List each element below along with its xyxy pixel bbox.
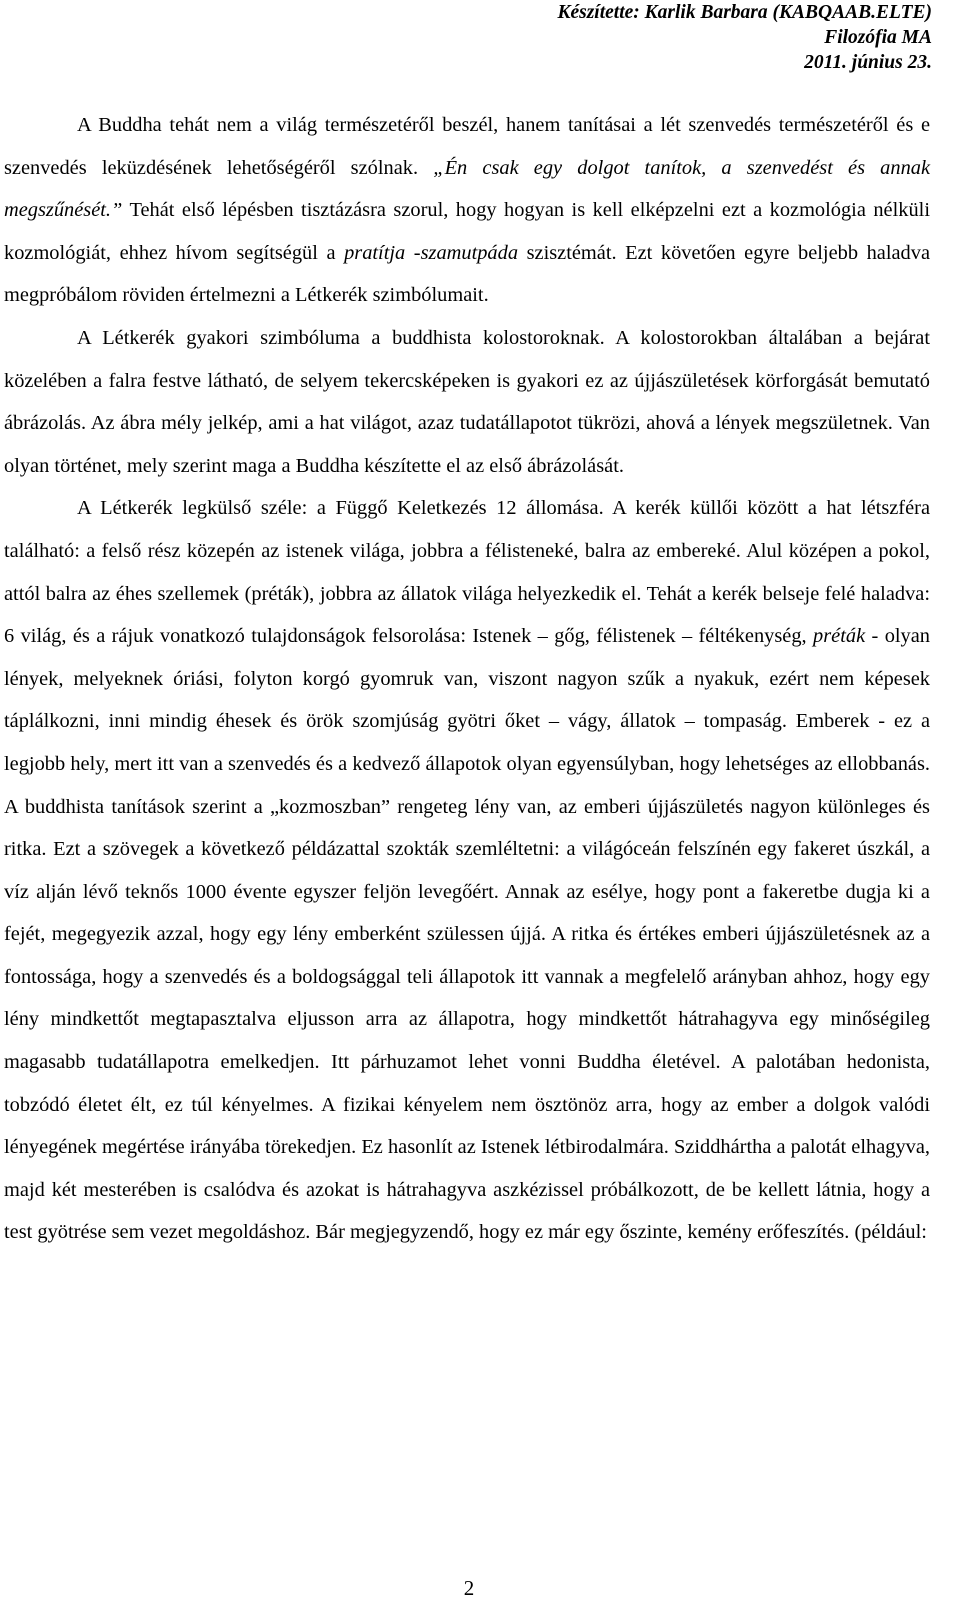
text-segment: - olyan lények, melyeknek óriási, folyton korgó gyomruk van, viszont nagyon szűk a nyakuk, ezért nem képesek táplálkozni, inni mindig éhesek és örök szomjúság gyötri őket – vágy, állatok – tompaság. Emberek - ez a legjobb hely, mert itt van a szenvedés és a kedvező állapotok olyan egyensúlyban, hogy lehetséges az ellobbanás. A buddhista tanítások szerint a „kozmoszban” rengeteg lény van, az emberi újjászületés nagyon különleges és ritka. Ezt a szövegek a következő példázattal szokták szemléltetni: a világóceán felszínén egy fakeret úszkál, a víz alján lévő teknős 1000 évente egyszer feljön levegőért. Annak az esélye, hogy pont a fakeretbe dugja ki a fejét, megegyezik azzal, hogy egy lény emberként szülessen újjá. A ritka és értékes emberi újjászületésnek az a fontossága, hogy a szenvedés és a boldogsággal teli állapotok itt vannak a megfelelő arányban ahhoz, hogy egy lény mindkettőt megtapasztalva eljusson arra az állapotra, hogy mindkettőt hátrahagyva egy minőségileg magasabb tudatállapotra emelkedjen. Itt párhuzamot lehet vonni Buddha életével. A palotában hedonista, tobzódó életet élt, ez túl kényelmes. A fizikai kényelem nem ösztönöz arra, hogy az ember a dolgok valódi lényegének megértése irányába törekedjen. Ez hasonlít az Istenek létbirodalmára. Sziddhártha a palotát elhagyva, majd két mesterében is csalódva és azokat is hátrahagyva aszkézissel próbálkozott, de be kellett látnia, hogy a test gyötrése sem vezet megoldáshoz. Bár megjegyzendő, hogy ez már egy őszinte, kemény erőfeszítés. (például: — [4, 625, 930, 1244]
text-segment: A Létkerék legkülső széle: a Függő Keletkezés 12 állomása. A kerék küllői között a hat létszféra található: a felső rész közepén az istenek világa, jobbra a félisteneké, balra az embereké. Alul középen a pokol, attól balra az éhes szellemek (préták), jobbra az állatok világa helyezkedik el. Tehát a kerék belseje felé haladva: 6 világ, és a rájuk vonatkozó tulajdonságok felsorolása: Istenek – gőg, félistenek – féltékenység, — [4, 497, 930, 648]
header-date: 2011. június 23. — [804, 52, 932, 73]
quote-segment: „Én csak egy dolgot tanítok, a szenvedést és annak megszűnését.” — [4, 156, 931, 222]
body-text — [4, 104, 930, 1254]
term-segment: pratítja -szamutpáda — [344, 241, 519, 264]
term-segment: préták — [813, 625, 866, 648]
page-number: 2 — [463, 1576, 475, 1600]
paragraph — [4, 104, 930, 317]
paragraph — [4, 487, 930, 1254]
text-segment: A Buddha tehát nem a világ természetéről beszél, hanem tanításai a lét szenvedés természetéről és e szenvedés leküzdésének lehetőségéről szólnak. — [4, 114, 930, 179]
paragraph — [4, 317, 930, 487]
text-segment: Tehát első lépésben tisztázásra szorul, hogy hogyan is kell elképzelni ezt a kozmológia nélküli kozmológiát, ehhez hívom segítségül a — [4, 199, 930, 264]
document-header — [557, 0, 932, 75]
text-segment: A Létkerék gyakori szimbóluma a buddhista kolostoroknak. A kolostorokban általában a bejárat közelében a falra festve látható, de selyem tekercsképeken is gyakori ez az újjászületések körforgását bemutató ábrázolás. Az ábra mély jelkép, ami a hat világot, azaz tudatállapotot tükrözi, ahová a lények megszületnek. Van olyan történet, mely szerint maga a Buddha készítette el az első ábrázolását. — [4, 326, 930, 477]
header-program: Filozófia MA — [824, 27, 932, 48]
text-segment: szisztémát. Ezt követően egyre beljebb haladva megpróbálom röviden értelmezni a Létkerék szimbólumait. — [4, 241, 930, 307]
header-author: Készítette: Karlik Barbara (KABQAAB.ELTE) — [557, 2, 932, 23]
